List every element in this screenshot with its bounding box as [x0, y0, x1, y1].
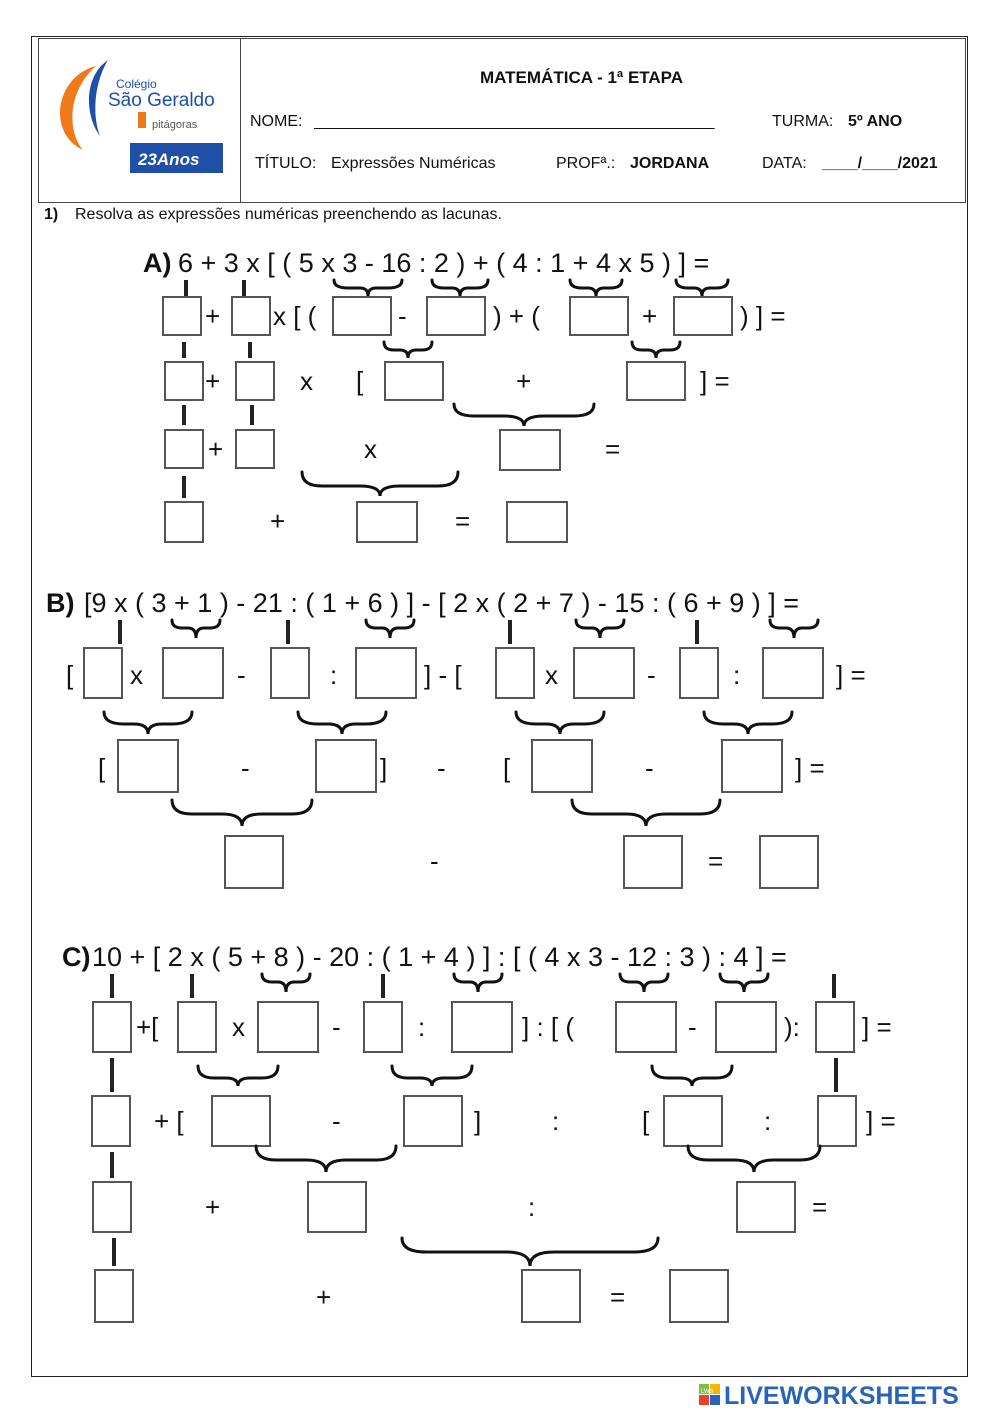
operator-symbol: +: [270, 506, 286, 536]
answer-box[interactable]: [236, 362, 274, 400]
logo-partner-text: pitágoras: [152, 119, 198, 131]
answer-box[interactable]: [816, 1002, 854, 1052]
brace-icon: [172, 620, 220, 638]
answer-box[interactable]: [232, 297, 270, 335]
brace-icon: [454, 404, 594, 426]
brace-icon: [576, 620, 624, 638]
answer-box[interactable]: [118, 740, 178, 792]
answer-box[interactable]: [616, 1002, 676, 1052]
operator-symbol: +: [316, 1282, 332, 1312]
operator-symbol: -: [437, 753, 446, 783]
expression-c-label: C): [62, 942, 91, 972]
brace-icon: [298, 712, 386, 734]
answer-box[interactable]: [84, 648, 122, 698]
operator-symbol: x: [130, 660, 143, 690]
operator-symbol: ] - [: [424, 660, 462, 690]
answer-box[interactable]: [163, 648, 223, 698]
turma-label: TURMA:: [772, 113, 834, 130]
answer-box[interactable]: [574, 648, 634, 698]
brace-icon: [432, 280, 488, 296]
brace-icon: [302, 472, 458, 496]
operator-symbol: -: [398, 301, 407, 331]
brace-icon: [454, 974, 502, 992]
answer-box[interactable]: [522, 1270, 580, 1322]
prof-label: PROFª.:: [556, 155, 616, 172]
answer-box[interactable]: [163, 297, 201, 335]
operator-symbol: -: [332, 1012, 341, 1042]
operator-symbol: :: [552, 1106, 560, 1136]
brace-icon: [392, 1066, 472, 1086]
brace-icon: [676, 280, 728, 296]
prof-value: JORDANA: [630, 155, 710, 172]
operator-symbol: ] =: [836, 660, 866, 690]
operator-symbol: x: [232, 1012, 245, 1042]
answer-box[interactable]: [818, 1096, 856, 1146]
operator-symbol: ] =: [862, 1012, 892, 1042]
answer-box[interactable]: [271, 648, 309, 698]
answer-box[interactable]: [308, 1182, 366, 1232]
operator-symbol: -: [332, 1106, 341, 1136]
answer-box[interactable]: [364, 1002, 402, 1052]
question-text: Resolva as expressões numéricas preenchendo as lacunas.: [75, 206, 502, 223]
answer-box[interactable]: [624, 836, 682, 888]
answer-box[interactable]: [356, 648, 416, 698]
answer-box[interactable]: [385, 362, 443, 400]
logo-anniversary-text: 23Anos: [138, 150, 200, 169]
expression-c-text: 10 + [ 2 x ( 5 + 8 ) - 20 : ( 1 + 4 ) ] : [ ( 4 x 3 - 12 : 3 ) : 4 ] =: [92, 942, 787, 972]
brace-icon: [688, 1146, 820, 1172]
titulo-value: Expressões Numéricas: [331, 155, 496, 172]
brace-icon: [198, 1066, 278, 1086]
answer-box[interactable]: [236, 430, 274, 468]
operator-symbol: +: [205, 301, 221, 331]
operator-symbol: :: [764, 1106, 772, 1136]
logo-name-text: São Geraldo: [108, 90, 215, 111]
expression-a-label: A): [143, 248, 172, 278]
operator-symbol: -: [645, 753, 654, 783]
data-label: DATA:: [762, 155, 807, 172]
brace-icon: [334, 280, 402, 296]
brace-icon: [620, 974, 668, 992]
expression-a-text: 6 + 3 x [ ( 5 x 3 - 16 : 2 ) + ( 4 : 1 + 4 x 5 ) ] =: [178, 248, 710, 278]
answer-box[interactable]: [258, 1002, 318, 1052]
answer-box[interactable]: [452, 1002, 512, 1052]
operator-symbol: [: [66, 660, 74, 690]
operator-symbol: ] : [ (: [522, 1012, 574, 1042]
operator-symbol: ] =: [866, 1106, 896, 1136]
operator-symbol: +: [642, 301, 658, 331]
answer-box[interactable]: [737, 1182, 795, 1232]
operator-symbol: [: [642, 1106, 650, 1136]
answer-box[interactable]: [212, 1096, 270, 1146]
answer-box[interactable]: [763, 648, 823, 698]
answer-box[interactable]: [165, 430, 203, 468]
brace-icon: [770, 620, 818, 638]
brace-icon: [572, 800, 720, 826]
worksheet-title: MATEMÁTICA - 1ª ETAPA: [480, 68, 684, 87]
answer-box[interactable]: [532, 740, 592, 792]
answer-box[interactable]: [760, 836, 818, 888]
operator-symbol: :: [418, 1012, 426, 1042]
brace-icon: [570, 280, 622, 296]
answer-box[interactable]: [664, 1096, 722, 1146]
brace-icon: [402, 1238, 658, 1266]
answer-box[interactable]: [93, 1002, 131, 1052]
answer-box[interactable]: [427, 297, 485, 335]
operator-symbol: ) ] =: [740, 301, 786, 331]
operator-symbol: -: [430, 846, 439, 876]
brace-icon: [632, 342, 680, 358]
expression-a: [143, 248, 786, 542]
operator-symbol: -: [237, 660, 246, 690]
operator-symbol: + [: [154, 1106, 184, 1136]
operator-symbol: =: [605, 434, 621, 464]
expression-b: [46, 588, 866, 888]
answer-box[interactable]: [404, 1096, 462, 1146]
operator-symbol: ):: [784, 1012, 800, 1042]
operator-symbol: ] =: [700, 366, 730, 396]
answer-box[interactable]: [716, 1002, 776, 1052]
operator-symbol: ]: [474, 1106, 482, 1136]
brace-icon: [384, 342, 432, 358]
footer-brand-text: LIVEWORKSHEETS: [724, 1382, 959, 1410]
operator-symbol: +[: [136, 1012, 159, 1042]
operator-symbol: :: [733, 660, 741, 690]
footer-badge: LWS: [701, 1389, 714, 1395]
answer-box[interactable]: [92, 1096, 130, 1146]
titulo-label: TÍTULO:: [255, 155, 317, 172]
answer-box[interactable]: [496, 648, 534, 698]
operator-symbol: =: [455, 506, 471, 536]
data-value[interactable]: ____/____/2021: [822, 155, 938, 172]
answer-box[interactable]: [165, 362, 203, 400]
operator-symbol: [: [503, 753, 511, 783]
operator-symbol: -: [647, 660, 656, 690]
operator-symbol: x: [300, 366, 313, 396]
operator-symbol: =: [812, 1192, 828, 1222]
answer-box[interactable]: [178, 1002, 216, 1052]
question-number: 1): [44, 206, 59, 223]
operator-symbol: +: [516, 366, 532, 396]
liveworksheets-brand: [697, 1378, 997, 1410]
brace-icon: [104, 712, 192, 734]
operator-symbol: -: [241, 753, 250, 783]
turma-value: 5º ANO: [848, 113, 903, 130]
brace-icon: [720, 974, 768, 992]
operator-symbol: ]: [380, 753, 388, 783]
answer-box[interactable]: [674, 297, 732, 335]
brace-icon: [256, 1146, 396, 1172]
answer-box[interactable]: [570, 297, 628, 335]
operator-symbol: =: [708, 846, 724, 876]
operator-symbol: x: [545, 660, 558, 690]
expression-c: [62, 942, 896, 1322]
answer-box[interactable]: [333, 297, 391, 335]
answer-box[interactable]: [93, 1182, 131, 1232]
brace-icon: [172, 800, 312, 826]
nome-field[interactable]: _____________________________________________: [314, 113, 715, 130]
answer-box[interactable]: [627, 362, 685, 400]
brace-icon: [704, 712, 792, 734]
operator-symbol: ] =: [795, 753, 825, 783]
answer-box[interactable]: [316, 740, 376, 792]
operator-symbol: +: [208, 434, 224, 464]
operator-symbol: -: [688, 1012, 697, 1042]
expression-b-text: [9 x ( 3 + 1 ) - 21 : ( 1 + 6 ) ] - [ 2 x ( 2 + 7 ) - 15 : ( 6 + 9 ) ] =: [84, 588, 800, 618]
operator-symbol: :: [528, 1192, 536, 1222]
brace-icon: [262, 974, 310, 992]
answer-box[interactable]: [165, 502, 203, 542]
brace-icon: [652, 1066, 732, 1086]
operator-symbol: x [ (: [273, 301, 317, 331]
answer-box[interactable]: [225, 836, 283, 888]
operator-symbol: x: [364, 434, 377, 464]
operator-symbol: +: [205, 1192, 221, 1222]
operator-symbol: ) + (: [493, 301, 540, 331]
answer-box[interactable]: [500, 430, 560, 470]
operator-symbol: [: [98, 753, 106, 783]
answer-box[interactable]: [722, 740, 782, 792]
operator-symbol: =: [610, 1282, 626, 1312]
nome-label: NOME:: [250, 113, 303, 130]
answer-box[interactable]: [680, 648, 718, 698]
answer-box[interactable]: [670, 1270, 728, 1322]
answer-box[interactable]: [357, 502, 417, 542]
brace-icon: [366, 620, 414, 638]
brace-icon: [516, 712, 604, 734]
logo-small-text: Colégio: [116, 77, 157, 91]
answer-box[interactable]: [95, 1270, 133, 1322]
answer-box[interactable]: [507, 502, 567, 542]
operator-symbol: [: [356, 366, 364, 396]
operator-symbol: +: [205, 366, 221, 396]
expression-b-label: B): [46, 588, 75, 618]
operator-symbol: :: [330, 660, 338, 690]
